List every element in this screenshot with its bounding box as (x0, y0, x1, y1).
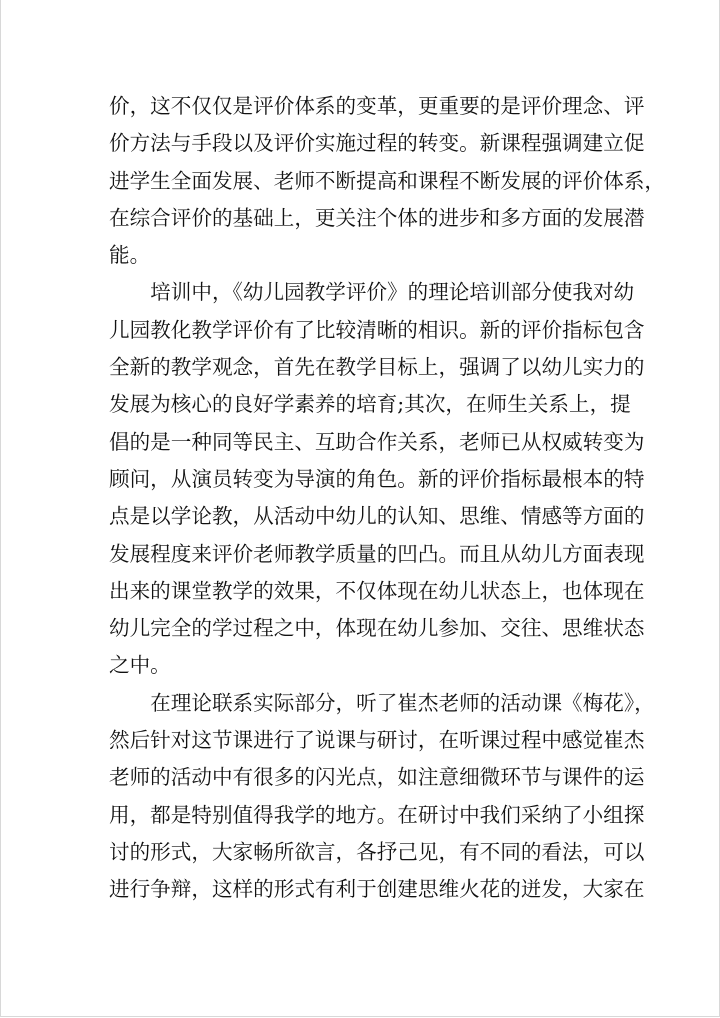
text-line: 顾问，从演员转变为导演的角色。新的评价指标最根本的特 (109, 466, 645, 491)
text-line: 在理论联系实际部分，听了崔杰老师的活动课《梅花》， (109, 690, 655, 715)
text-line: 然后针对这节课进行了说课与研讨，在听课过程中感觉崔杰 (109, 728, 645, 753)
text-line: 老师的活动中有很多的闪光点，如注意细微环节与课件的运 (109, 765, 645, 790)
paragraph-3 (109, 685, 655, 909)
text-line: 进学生全面发展、老师不断提高和课程不断发展的评价体系， (109, 168, 666, 193)
text-line: 儿园教化教学评价有了比较清晰的相识。新的评价指标包含 (109, 317, 645, 342)
text-line: 用，都是特别值得我学的地方。在研讨中我们采纳了小组探 (109, 802, 645, 827)
text-line: 进行争辩，这样的形式有利于创建思维火花的迸发，大家在 (109, 877, 645, 902)
text-line: 点是以学论教，从活动中幼儿的认知、思维、情感等方面的 (109, 504, 645, 529)
text-line: 全新的教学观念，首先在教学目标上，强调了以幼儿实力的 (109, 355, 645, 380)
document-body (109, 88, 666, 909)
text-line: 培训中，《幼儿园教学评价》的理论培训部分使我对幼 (109, 280, 635, 305)
paragraph-1 (109, 88, 666, 274)
text-line: 价，这不仅仅是评价体系的变革，更重要的是评价理念、评 (109, 94, 645, 118)
paragraph-2 (109, 274, 645, 684)
text-line: 能。 (109, 243, 151, 268)
text-line: 发展为核心的良好学素养的培育;其次，在师生关系上，提 (109, 392, 631, 417)
text-line: 幼儿完全的学过程之中，体现在幼儿参加、交往、思维状态 (109, 616, 645, 641)
text-line: 倡的是一种同等民主、互助合作关系，老师已从权威转变为 (109, 429, 645, 454)
text-line: 价方法与手段以及评价实施过程的转变。新课程强调建立促 (109, 131, 645, 156)
text-line: 出来的课堂教学的效果，不仅体现在幼儿状态上，也体现在 (109, 578, 645, 603)
text-line: 发展程度来评价老师教学质量的凹凸。而且从幼儿方面表现 (109, 541, 645, 566)
text-line: 在综合评价的基础上，更关注个体的进步和多方面的发展潜 (109, 205, 645, 230)
text-line: 之中。 (109, 653, 171, 678)
text-line: 讨的形式，大家畅所欲言，各抒己见，有不同的看法，可以 (109, 839, 645, 864)
